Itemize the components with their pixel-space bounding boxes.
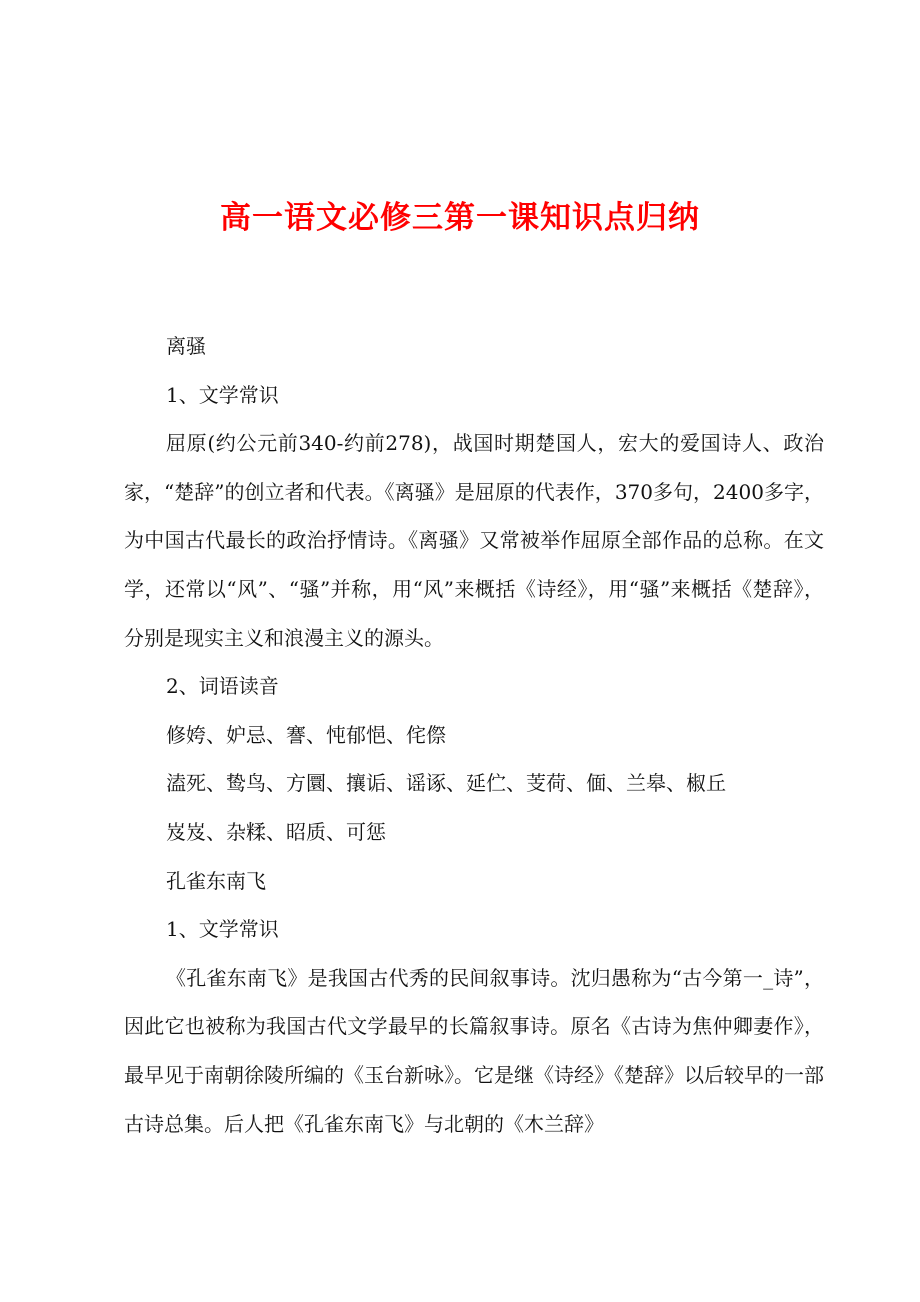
document-body — [124, 322, 824, 1148]
subheading-lisao-literary-knowledge: 1、文学常识 — [166, 382, 279, 407]
pronunciation-line-1: 修姱、妒忌、謇、忳郁悒、侘傺 — [166, 722, 446, 747]
paragraph-kongque-literary-knowledge: 《孔雀东南飞》是我国古代秀的民间叙事诗。沈归愚称为“古今第一_诗”，因此它也被称为我国古代文学最早的长篇叙事诗。原名《古诗为焦仲卿妻作》，最早见于南朝徐陵所编的《玉台新咏》。它是继《诗经》《楚辞》以后较早的一部古诗总集。后人把《孔雀东南飞》与北朝的《木兰辞》 — [124, 965, 824, 1136]
section-heading-kongque: 孔雀东南飞 — [166, 868, 266, 893]
document-title: 高一语文必修三第一课知识点归纳 — [220, 200, 700, 236]
pronunciation-line-3: 岌岌、杂糅、昭质、可惩 — [166, 819, 386, 844]
pronunciation-line-2: 溘死、鸷鸟、方圜、攘诟、谣诼、延伫、芰荷、偭、兰皋、椒丘 — [166, 771, 726, 796]
subheading-kongque-literary-knowledge: 1、文学常识 — [166, 917, 279, 942]
section-heading-lisao: 离骚 — [166, 334, 206, 358]
paragraph-lisao-literary-knowledge: 屈原(约公元前340-约前278)，战国时期楚国人，宏大的爱国诗人、政治家，“楚辞”的创立者和代表。《离骚》是屈原的代表作，370多句，2400多字，为中国古代最长的政治抒情诗。《离骚》又常被举作屈原全部作品的总称。在文学，还常以“风”、“骚”并称，用“风”来概括《诗经》，用“骚”来概括《楚辞》，分别是现实主义和浪漫主义的源头。 — [124, 431, 824, 650]
subheading-lisao-pronunciation: 2、词语读音 — [166, 674, 279, 699]
